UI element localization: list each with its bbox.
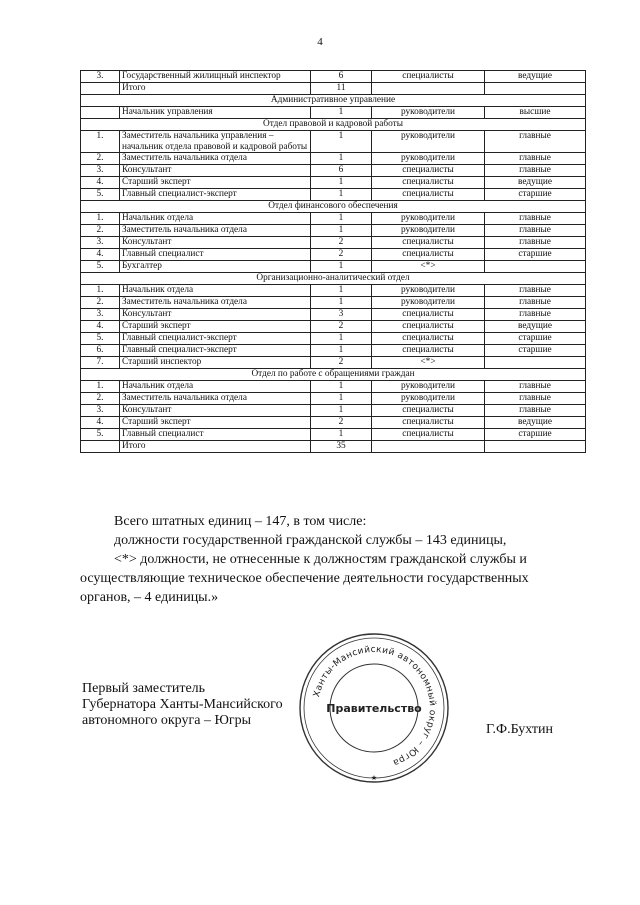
position-category <box>372 83 485 95</box>
staffing-table-body <box>81 71 586 453</box>
table-row <box>81 153 586 165</box>
unit-count: 1 <box>311 345 372 357</box>
unit-count: 2 <box>311 357 372 369</box>
position-name: Старший эксперт <box>120 177 311 189</box>
row-number: 1. <box>81 381 120 393</box>
summary-total: Всего штатных единиц – 147, в том числе: <box>114 514 367 529</box>
table-row <box>81 393 586 405</box>
position-category: специалисты <box>372 249 485 261</box>
section-title: Отдел правовой и кадровой работы <box>81 119 586 131</box>
signatory-title <box>82 681 312 729</box>
position-name: Государственный жилищный инспектор <box>120 71 311 83</box>
row-number: 5. <box>81 429 120 441</box>
position-category: руководители <box>372 131 485 153</box>
position-group: старшие <box>485 345 586 357</box>
summary-technical: <*> должности, не отнесенные к должностям гражданской службы и осуществляющие техническое обеспечение деятельности государственных органов, – 4 единицы.» <box>80 552 529 605</box>
position-name: Начальник отдела <box>120 285 311 297</box>
position-group <box>485 441 586 453</box>
position-category: руководители <box>372 225 485 237</box>
position-group: главные <box>485 393 586 405</box>
position-category: специалисты <box>372 345 485 357</box>
position-group: главные <box>485 381 586 393</box>
position-name: Главный специалист <box>120 429 311 441</box>
position-group: главные <box>485 225 586 237</box>
row-number: 3. <box>81 309 120 321</box>
section-header-row <box>81 273 586 285</box>
section-header-row <box>81 201 586 213</box>
section-title: Отдел финансового обеспечения <box>81 201 586 213</box>
government-seal-stamp <box>294 628 454 788</box>
section-title: Организационно-аналитический отдел <box>81 273 586 285</box>
position-name: Старший эксперт <box>120 417 311 429</box>
unit-count: 1 <box>311 153 372 165</box>
row-number <box>81 83 120 95</box>
unit-count: 3 <box>311 309 372 321</box>
row-number: 3. <box>81 165 120 177</box>
position-name: Главный специалист-эксперт <box>120 333 311 345</box>
section-header-row <box>81 95 586 107</box>
row-number: 2. <box>81 225 120 237</box>
position-category: специалисты <box>372 177 485 189</box>
section-title: Отдел по работе с обращениями граждан <box>81 369 586 381</box>
section-title: Административное управление <box>81 95 586 107</box>
position-group <box>485 83 586 95</box>
position-category: специалисты <box>372 71 485 83</box>
table-row <box>81 177 586 189</box>
row-number: 4. <box>81 321 120 333</box>
summary-block <box>80 512 580 607</box>
position-name: Заместитель начальника отдела <box>120 153 311 165</box>
signatory-title-line2: Губернатора Ханты-Мансийского <box>82 697 283 712</box>
table-row <box>81 297 586 309</box>
position-name: Консультант <box>120 405 311 417</box>
unit-count: 1 <box>311 107 372 119</box>
position-name: Заместитель начальника отдела <box>120 297 311 309</box>
row-number: 1. <box>81 213 120 225</box>
unit-count: 2 <box>311 321 372 333</box>
position-category: руководители <box>372 393 485 405</box>
unit-count: 35 <box>311 441 372 453</box>
position-name: Заместитель начальника управления – начальник отдела правовой и кадровой работы <box>120 131 311 153</box>
row-number: 2. <box>81 393 120 405</box>
table-row <box>81 131 586 153</box>
table-row <box>81 405 586 417</box>
unit-count: 1 <box>311 213 372 225</box>
row-number: 3. <box>81 405 120 417</box>
position-category: руководители <box>372 213 485 225</box>
section-header-row <box>81 119 586 131</box>
unit-count: 1 <box>311 381 372 393</box>
table-row <box>81 237 586 249</box>
unit-count: 1 <box>311 333 372 345</box>
unit-count: 1 <box>311 429 372 441</box>
table-row <box>81 261 586 273</box>
position-name: Консультант <box>120 165 311 177</box>
position-group: главные <box>485 165 586 177</box>
position-group: старшие <box>485 333 586 345</box>
position-group: ведущие <box>485 177 586 189</box>
row-number <box>81 107 120 119</box>
position-name: Консультант <box>120 237 311 249</box>
page-number: 4 <box>317 36 323 48</box>
unit-count: 1 <box>311 405 372 417</box>
table-row <box>81 189 586 201</box>
position-name: Начальник отдела <box>120 213 311 225</box>
section-header-row <box>81 369 586 381</box>
position-name: Главный специалист-эксперт <box>120 189 311 201</box>
position-group: старшие <box>485 249 586 261</box>
position-category: руководители <box>372 381 485 393</box>
position-category: руководители <box>372 107 485 119</box>
signatory-title-line3: автономного округа – Югры <box>82 713 251 728</box>
unit-count: 1 <box>311 261 372 273</box>
unit-count: 11 <box>311 83 372 95</box>
position-name: Итого <box>120 83 311 95</box>
position-group <box>485 261 586 273</box>
position-group: главные <box>485 237 586 249</box>
position-group: старшие <box>485 429 586 441</box>
position-name: Начальник управления <box>120 107 311 119</box>
unit-count: 2 <box>311 417 372 429</box>
position-name: Главный специалист <box>120 249 311 261</box>
position-category: специалисты <box>372 333 485 345</box>
summary-civil-service: должности государственной гражданской службы – 143 единицы, <box>114 533 507 548</box>
position-category: специалисты <box>372 309 485 321</box>
table-row <box>81 417 586 429</box>
position-category: руководители <box>372 153 485 165</box>
table-row <box>81 107 586 119</box>
position-name: Заместитель начальника отдела <box>120 393 311 405</box>
table-row <box>81 345 586 357</box>
position-name: Главный специалист-эксперт <box>120 345 311 357</box>
table-row <box>81 381 586 393</box>
row-number <box>81 441 120 453</box>
table-row <box>81 249 586 261</box>
unit-count: 1 <box>311 189 372 201</box>
unit-count: 1 <box>311 285 372 297</box>
table-row <box>81 357 586 369</box>
table-row <box>81 429 586 441</box>
position-category: специалисты <box>372 165 485 177</box>
svg-text:★: ★ <box>370 774 378 782</box>
row-number: 5. <box>81 333 120 345</box>
row-number: 6. <box>81 345 120 357</box>
unit-count: 1 <box>311 297 372 309</box>
position-group <box>485 357 586 369</box>
signatory-name: Г.Ф.Бухтин <box>486 722 554 737</box>
position-group: главные <box>485 285 586 297</box>
position-name: Начальник отдела <box>120 381 311 393</box>
unit-count: 1 <box>311 225 372 237</box>
position-category <box>372 441 485 453</box>
table-row <box>81 83 586 95</box>
staffing-table <box>80 70 586 453</box>
position-group: главные <box>485 131 586 153</box>
table-row <box>81 213 586 225</box>
seal-center-text: Правительство <box>326 702 422 715</box>
unit-count: 1 <box>311 131 372 153</box>
position-name: Старший эксперт <box>120 321 311 333</box>
unit-count: 1 <box>311 177 372 189</box>
row-number: 2. <box>81 297 120 309</box>
position-name: Консультант <box>120 309 311 321</box>
table-row <box>81 321 586 333</box>
unit-count: 6 <box>311 71 372 83</box>
position-group: главные <box>485 309 586 321</box>
position-category: специалисты <box>372 417 485 429</box>
position-group: главные <box>485 153 586 165</box>
position-group: старшие <box>485 189 586 201</box>
position-category: специалисты <box>372 321 485 333</box>
position-name: Итого <box>120 441 311 453</box>
position-group: главные <box>485 405 586 417</box>
position-category: руководители <box>372 285 485 297</box>
row-number: 1. <box>81 285 120 297</box>
row-number: 3. <box>81 237 120 249</box>
position-group: главные <box>485 297 586 309</box>
signatory-title-line1: Первый заместитель <box>82 681 206 696</box>
position-group: ведущие <box>485 321 586 333</box>
table-row <box>81 309 586 321</box>
position-name: Бухгалтер <box>120 261 311 273</box>
row-number: 5. <box>81 189 120 201</box>
position-category: <*> <box>372 261 485 273</box>
position-category: руководители <box>372 297 485 309</box>
seal-ring-text: Ханты-Мансийский автономный округ – Югра <box>312 644 438 768</box>
row-number: 2. <box>81 153 120 165</box>
position-group: ведущие <box>485 417 586 429</box>
unit-count: 2 <box>311 249 372 261</box>
unit-count: 6 <box>311 165 372 177</box>
row-number: 5. <box>81 261 120 273</box>
table-row <box>81 441 586 453</box>
table-row <box>81 285 586 297</box>
table-row <box>81 71 586 83</box>
position-group: главные <box>485 213 586 225</box>
position-category: <*> <box>372 357 485 369</box>
position-group: ведущие <box>485 71 586 83</box>
table-row <box>81 165 586 177</box>
unit-count: 2 <box>311 237 372 249</box>
table-row <box>81 225 586 237</box>
table-row <box>81 333 586 345</box>
unit-count: 1 <box>311 393 372 405</box>
row-number: 1. <box>81 131 120 153</box>
position-name: Заместитель начальника отдела <box>120 225 311 237</box>
position-category: специалисты <box>372 429 485 441</box>
row-number: 4. <box>81 417 120 429</box>
position-category: специалисты <box>372 237 485 249</box>
row-number: 7. <box>81 357 120 369</box>
position-group: высшие <box>485 107 586 119</box>
position-name: Старший инспектор <box>120 357 311 369</box>
position-category: специалисты <box>372 405 485 417</box>
position-category: специалисты <box>372 189 485 201</box>
row-number: 4. <box>81 177 120 189</box>
row-number: 3. <box>81 71 120 83</box>
row-number: 4. <box>81 249 120 261</box>
